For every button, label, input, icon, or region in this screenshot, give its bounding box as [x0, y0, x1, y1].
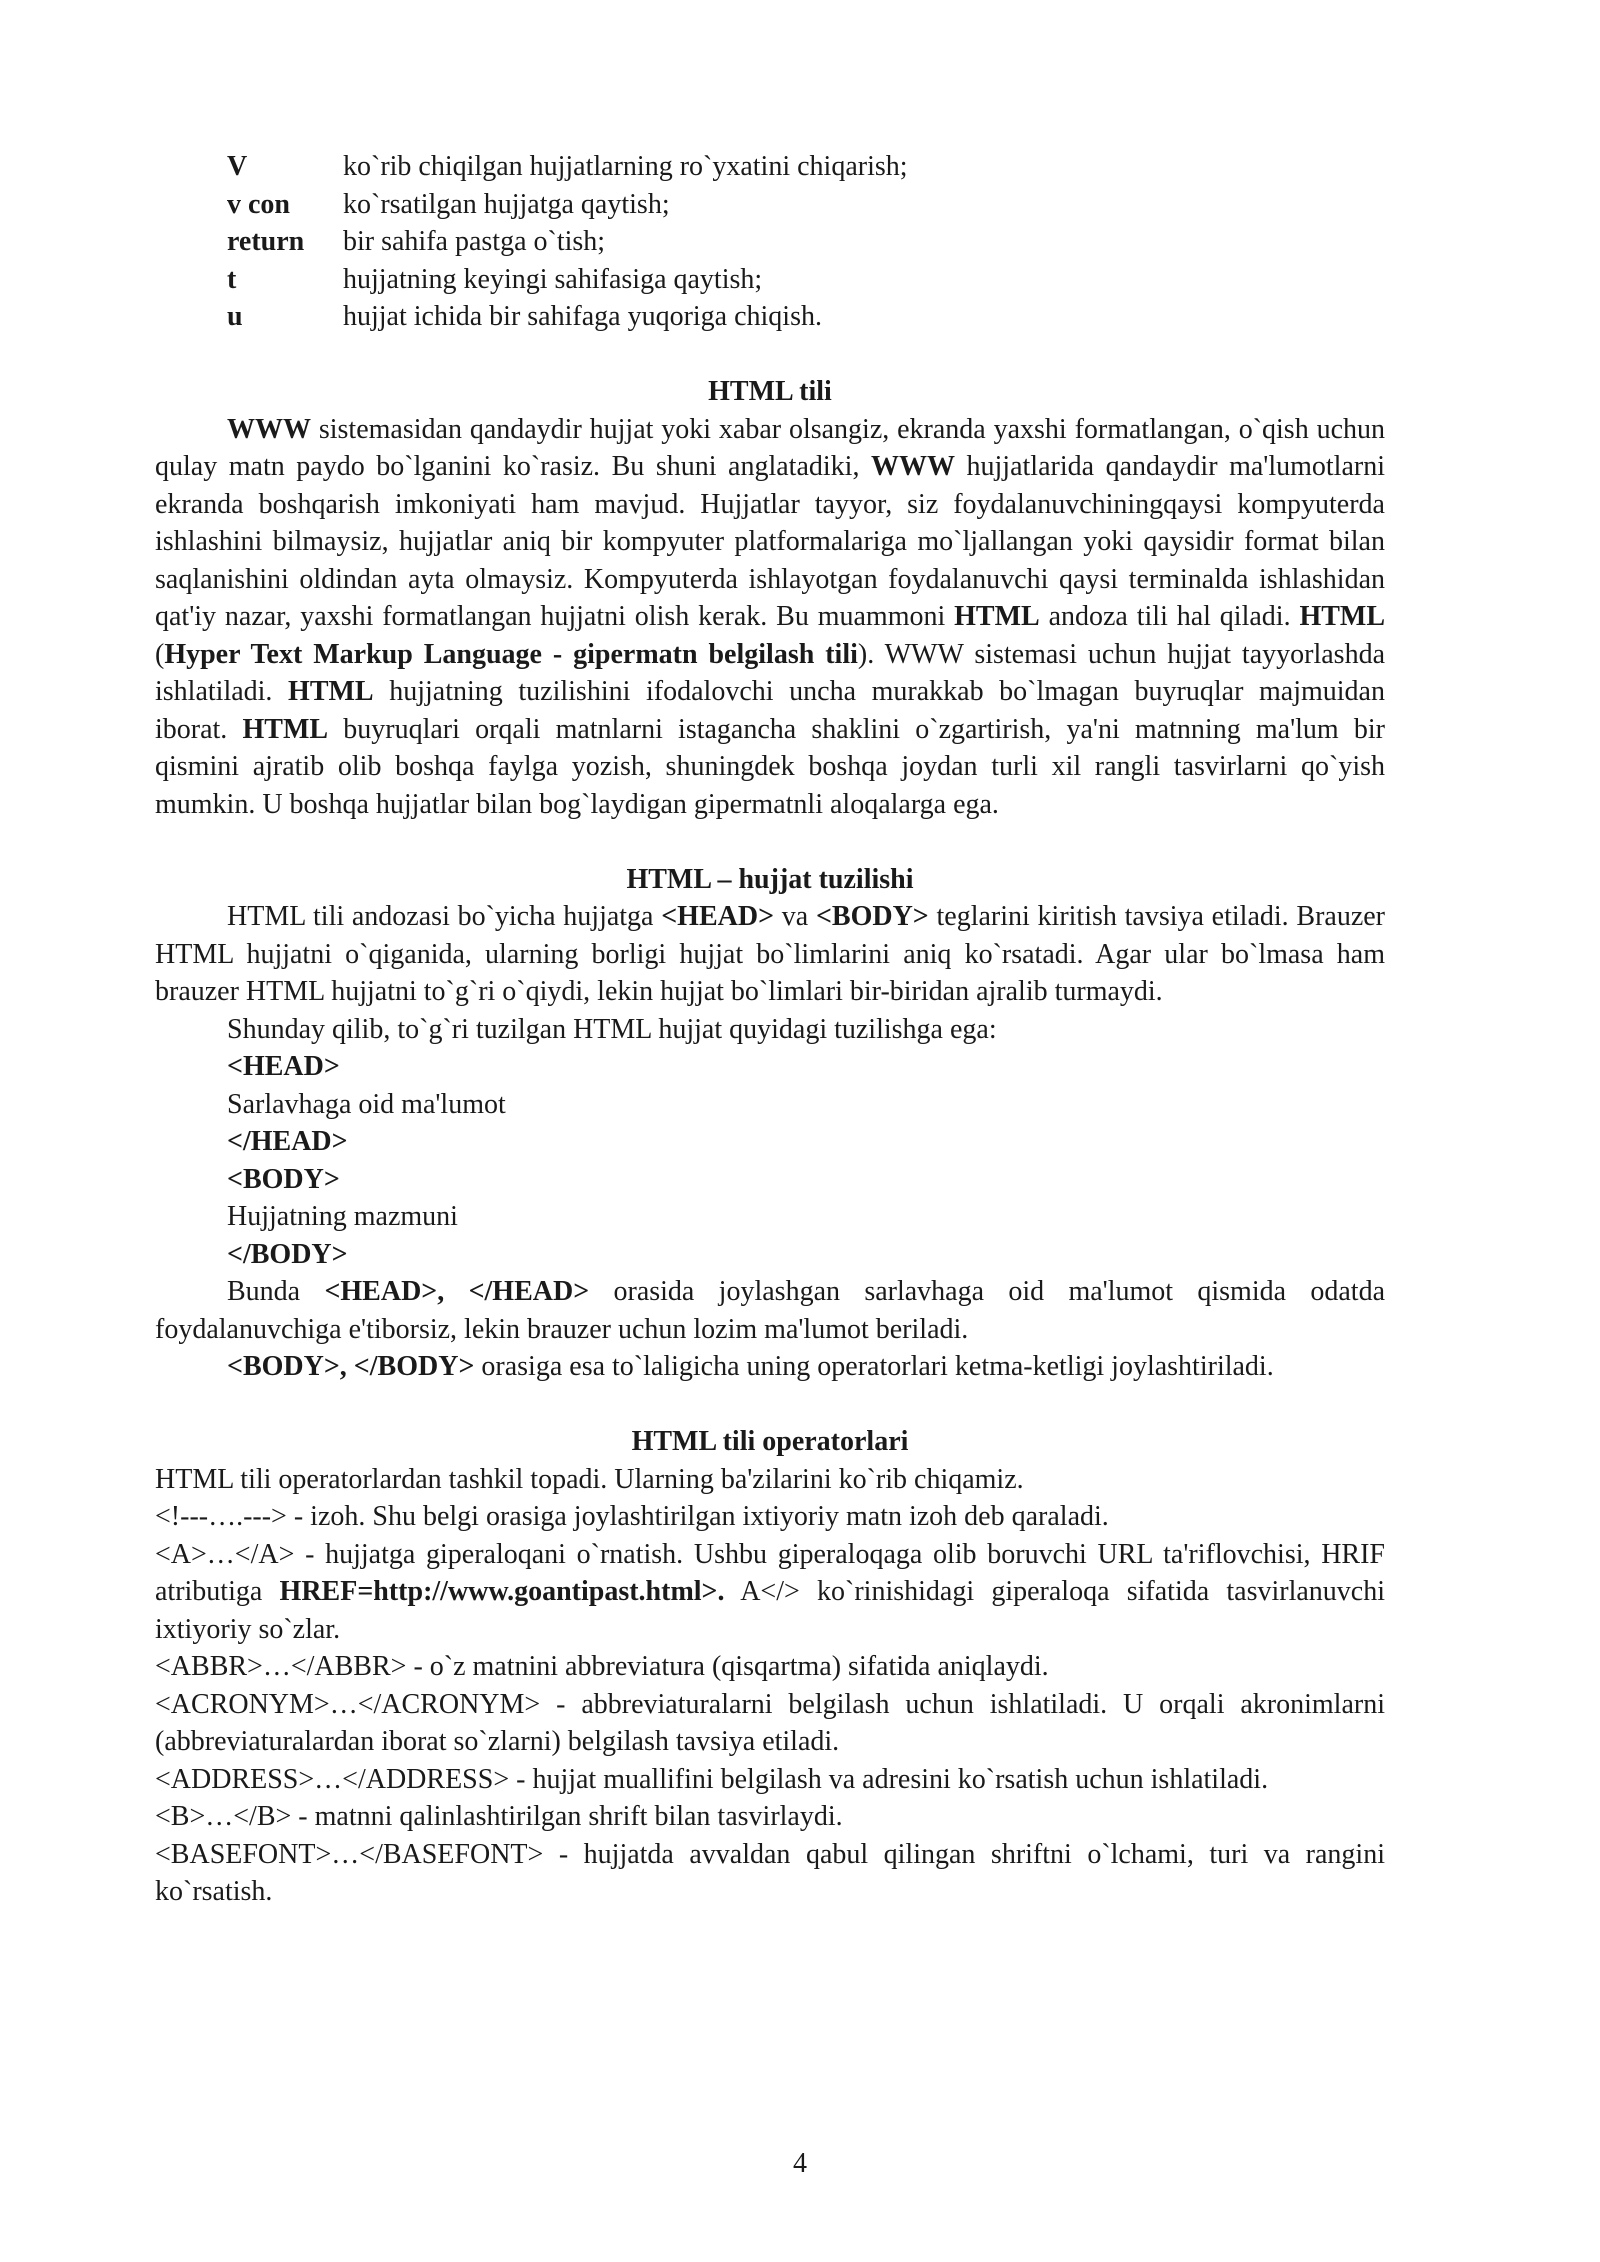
command-description: hujjat ichida bir sahifaga yuqoriga chiqish.	[343, 301, 822, 332]
operator-a: <A>…</A> - hujjatga giperaloqani o`rnatish. Ushbu giperaloqaga olib boruvchi URL ta'riflovchisi, HRIF atributiga HREF=http://www.goantipast.html>. A</> ko`rinishidagi giperaloqa sifatida tasvirlanuvchi ixtiyoriy so`zlar.	[155, 1538, 1386, 1645]
command-list	[227, 148, 908, 336]
paragraph-structure-lead: Shunday qilib, to`g`ri tuzilgan HTML hujjat quyidagi tuzilishga ega:	[227, 1013, 997, 1045]
code-body-open: <BODY>	[227, 1163, 340, 1195]
command-description: bir sahifa pastga o`tish;	[343, 226, 606, 257]
paragraph-html-intro: WWW sistemasidan qandaydir hujjat yoki xabar olsangiz, ekranda yaxshi formatlangan, o`qish uchun qulay matn paydo bo`lganini ko`rasiz. Bu shuni anglatadiki, WWW hujjatlarida qandaydir ma'lumotlarni ekranda boshqarish imkoniyati ham mavjud. Hujjatlar tayyor, siz foydalanuvchiningqaysi kompyuterda ishlashini bilmaysiz, hujjatlar aniq bir kompyuter platformalariga mo`ljallangan yoki qaysidir format bilan saqlanishini oldindan ayta olmaysiz. Kompyuterda ishlayotgan foydalanuvchi qaysi terminalda ishlashidan qat'iy nazar, yaxshi formatlangan hujjatni olish kerak. Bu muammoni HTML andoza tili hal qiladi. HTML (Hyper Text Markup Language - gipermatn belgilash tili). WWW sistemasi uchun hujjat tayyorlashda ishlatiladi. HTML hujjatning tuzilishini ifodalovchi uncha murakkab bo`lmagan buyruqlar majmuidan iborat. HTML buyruqlari orqali matnlarni istagancha shaklini o`zgartirish, ya'ni matnning ma'lum bir qismini ajratib olib boshqa faylga yozish, shuningdek boshqa joydan turli xil rangli tasvirlarni qo`yish mumkin. U boshqa hujjatlar bilan bog`laydigan gipermatnli aloqalarga ega.	[155, 413, 1385, 820]
code-head-text: Sarlavhaga oid ma'lumot	[227, 1088, 506, 1120]
command-description: hujjatning keyingi sahifasiga qaytish;	[343, 263, 763, 295]
command-row	[227, 186, 908, 224]
command-key: v con	[227, 188, 290, 220]
command-description: ko`rib chiqilgan hujjatlarning ro`yxatini chiqarish;	[343, 151, 908, 182]
operator-comment: <!---….---> - izoh. Shu belgi orasiga joylashtirilgan ixtiyoriy matn izoh deb qaraladi.	[155, 1501, 1109, 1532]
operator-b: <B>…</B> - matnni qalinlashtirilgan shrift bilan tasvirlaydi.	[155, 1801, 843, 1832]
paragraph-head-explain: Bunda <HEAD>, </HEAD> orasida joylashgan sarlavhaga oid ma'lumot qismida odatda foydalanuvchiga e'tiborsiz, lekin brauzer uchun lozim ma'lumot beriladi.	[155, 1276, 1385, 1345]
command-row	[227, 223, 908, 261]
command-row	[227, 261, 908, 299]
operator-acronym: <ACRONYM>…</ACRONYM> - abbreviaturalarni belgilash uchun ishlatiladi. U orqali akronimlarni (abbreviaturalardan iborat so`zlarni) belgilash tavsiya etiladi.	[155, 1688, 1385, 1757]
code-body-text: Hujjatning mazmuni	[227, 1201, 458, 1232]
code-head-close: </HEAD>	[227, 1126, 348, 1157]
operator-basefont: <BASEFONT>…</BASEFONT> - hujjatda avvaldan qabul qilingan shriftni o`lchami, turi va rangini ko`rsatish.	[155, 1838, 1385, 1907]
document-page	[155, 148, 1385, 1911]
command-description: ko`rsatilgan hujjatga qaytish;	[343, 188, 670, 220]
command-key: t	[227, 263, 237, 295]
code-head-open: <HEAD>	[227, 1051, 340, 1082]
operator-address: <ADDRESS>…</ADDRESS> - hujjat muallifini belgilash va adresini ko`rsatish uchun ishlatiladi.	[155, 1763, 1269, 1795]
section-heading-operators: HTML tili operatorlari	[631, 1426, 909, 1457]
command-row	[227, 148, 908, 186]
section-heading-html-tili: HTML tili	[708, 376, 832, 407]
operator-intro: HTML tili operatorlardan tashkil topadi. Ularning ba'zilarini ko`rib chiqamiz.	[155, 1463, 1024, 1495]
command-key: return	[227, 226, 305, 257]
command-row	[227, 298, 908, 336]
operator-abbr: <ABBR>…</ABBR> - o`z matnini abbreviatura (qisqartma) sifatida aniqlaydi.	[155, 1651, 1049, 1682]
section-heading-document-structure: HTML – hujjat tuzilishi	[626, 863, 914, 895]
page-number: 4	[793, 2148, 807, 2179]
code-body-close: </BODY>	[227, 1238, 348, 1270]
paragraph-body-explain: <BODY>, </BODY> orasiga esa to`laligicha uning operatorlari ketma-ketligi joylashtiriladi.	[227, 1351, 1274, 1382]
command-key: u	[227, 301, 243, 332]
paragraph-structure-intro: HTML tili andozasi bo`yicha hujjatga <HEAD> va <BODY> teglarini kiritish tavsiya etiladi. Brauzer HTML hujjatni o`qiganida, ularning borligi hujjat bo`limlarini aniq ko`rsatadi. Agar ular bo`lmasa ham brauzer HTML hujjatni to`g`ri o`qiydi, lekin hujjat bo`limlari bir-biridan ajralib turmaydi.	[155, 901, 1385, 1007]
command-key: V	[227, 151, 248, 182]
